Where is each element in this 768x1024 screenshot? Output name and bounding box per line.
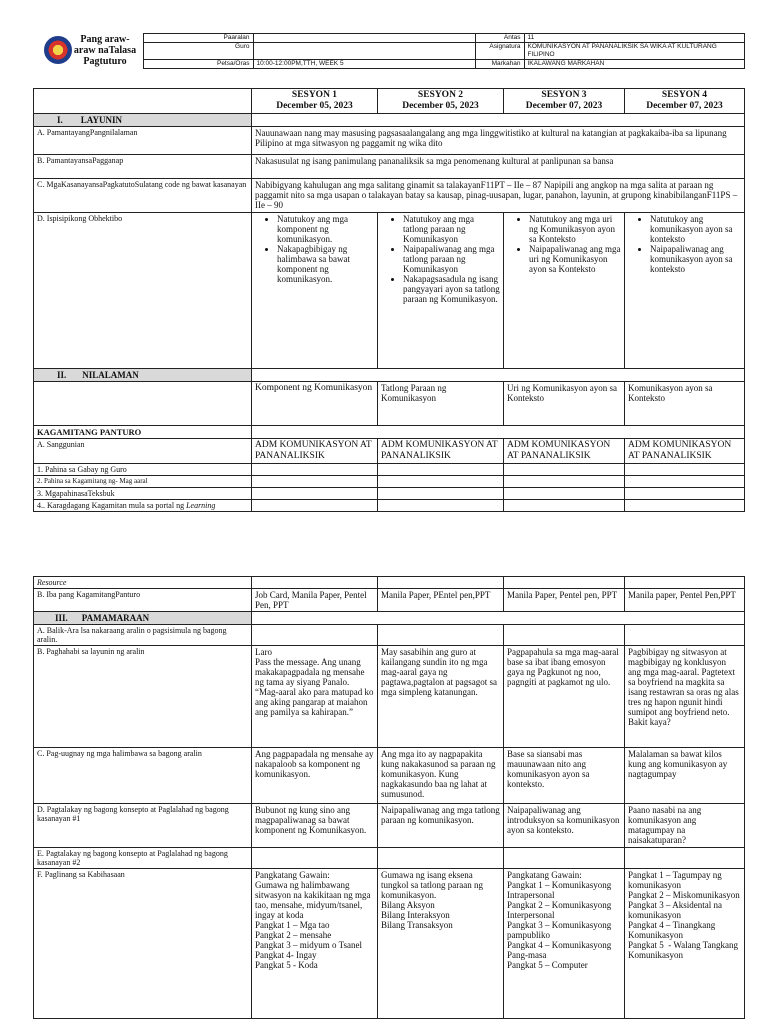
cell	[625, 464, 745, 476]
obhektibo-session-3	[504, 213, 625, 369]
pag-uugnay-session-2: Ang mga ito ay nagpapakita kung nakakasunod sa paraan ng komunikasyon. Kung nagkakasundo baa ng lahat at sumusunod.	[378, 748, 504, 804]
pag-uugnay-session-3: Base sa siansabi mas mauunawaan nito ang komunikasyon ayon sa konteksto.	[504, 748, 625, 804]
cell	[504, 488, 625, 500]
paaralan-value	[253, 34, 475, 43]
sanggunian-session-2: ADM KOMUNIKASYON AT PANANALIKSIK	[378, 439, 504, 464]
session-1-title: SESYON 1	[291, 90, 338, 100]
session-1-header	[252, 89, 378, 114]
cell	[252, 476, 378, 488]
cell	[504, 500, 625, 512]
session-3-header	[504, 89, 625, 114]
kagamitan-blank	[252, 426, 745, 439]
cell	[378, 488, 504, 500]
cell	[252, 848, 378, 869]
session-2-date: December 05, 2023	[402, 101, 479, 111]
obhektibo-session-1	[252, 213, 378, 369]
session-4-title: SESYON 4	[661, 90, 708, 100]
obhektibo-item: • Naipapaliwanag ang mga tatlong paraan ng Komunikasyon	[403, 244, 500, 274]
blank-corner	[34, 89, 252, 114]
cell	[252, 464, 378, 476]
obhektibo-item: • Natutukoy ang mga komponent ng komunikasyon.	[277, 214, 374, 244]
cell	[378, 848, 504, 869]
obhektibo-item: • Naipapaliwanag ang mga uri ng Komunikasyon ayon sa Konteksto	[529, 244, 621, 274]
layunin-title: LAYUNIN	[80, 115, 122, 125]
pagtalakay-1-session-1: Bubunot ng kung sino ang magpapaliwanag sa bawat komponent ng Komunikasyon.	[252, 804, 378, 848]
cell	[378, 625, 504, 646]
nilalaman-session-2: Tatlong Paraan ng Komunikasyon	[378, 382, 504, 426]
cell	[504, 625, 625, 646]
layunin-heading	[34, 114, 252, 127]
lesson-table-part2	[33, 576, 745, 1019]
paghahabi-session-2: May sasabihin ang guro at kailangang sundin ito ng mga mag-aaral gaya ng pagtawa,pagtalon at pagsagot sa mga simpleng katanungan.	[378, 646, 504, 748]
pamamaraan-num: III.	[55, 613, 68, 623]
layunin-blank	[252, 114, 745, 127]
session-3-title: SESYON 3	[541, 90, 587, 100]
pamantayan-sa-pagganap-label: B. PamantayansaPagganap	[34, 155, 252, 179]
obhektibo-item: • Naipapaliwanag ang komunikasyon ayon sa konteksto	[650, 244, 741, 274]
markahan-label: Markahan	[475, 60, 524, 69]
nilalaman-session-3: Uri ng Komunikasyon ayon sa Konteksto	[504, 382, 625, 426]
nilalaman-num: II.	[57, 370, 67, 380]
session-2-header	[378, 89, 504, 114]
markahan-value: IKALAWANG MARKAHAN	[524, 60, 744, 69]
title-cell	[33, 34, 143, 69]
session-1-date: December 05, 2023	[276, 101, 353, 111]
petsa-value: 10:00-12:00PM,TTH, WEEK 5	[253, 60, 475, 69]
obhektibo-item: • Natutukoy ang mga uri ng Komunikasyon ayon sa Konteksto	[529, 214, 621, 244]
guro-value	[253, 43, 475, 60]
pagtalakay-2-label: E. Pagtalakay ng bagong konsepto at Paglalahad ng bagong kasanayan #2	[34, 848, 252, 869]
cell	[252, 577, 378, 589]
cell	[625, 625, 745, 646]
kabihasaan-session-2: Gumawa ng isang eksena tungkol sa tatlong paraan ng komunikasyon. Bilang Aksyon Bilang Interaksyon Bilang Transaksyon	[378, 869, 504, 1019]
guro-label: Guro	[143, 43, 253, 60]
asignatura-label: Asignatura	[475, 43, 524, 60]
nilalaman-heading	[34, 369, 252, 382]
cell	[252, 500, 378, 512]
kabihasaan-session-4: Pangkat 1 – Tagumpay ng komunikasyon Pangkat 2 – Miskomunikasyon Pangkat 3 – Aksidental na komunikasyon Pangkat 4 – Tinangkang Komunikasyon Pangkat 5 - Walang Tangkang Komunikasyon	[625, 869, 745, 1019]
nilalaman-title: NILALAMAN	[82, 370, 139, 380]
pamantayang-pangnilalaman-value: Nauunawaan nang may masusing pagsasaalangalang ang mga linggwitistiko at kultural na katangian at pagkakaiba-iba sa lipunang Pilipino at mga sitwasyon ng paggamit ng wika dito	[252, 127, 745, 155]
session-2-title: SESYON 2	[417, 90, 464, 100]
nilalaman-session-1: Komponent ng Komunikasyon	[252, 382, 378, 426]
iba-pang-kagamitan-session-3: Manila Paper, Pentel pen, PPT	[504, 589, 625, 612]
kasanayan-label: C. MgaKasanayansaPagkatutoSulatang code ng bawat kasanayan	[34, 179, 252, 213]
pagtalakay-1-session-4: Paano nasabi na ang komunikasyon ang matagumpay na naisakatuparan?	[625, 804, 745, 848]
cell	[252, 488, 378, 500]
paghahabi-session-3: Pagpapahula sa mga mag-aaral base sa ibat ibang emosyon gaya ng Pagkunot ng noo, pagngiti at pagkamot ng ulo.	[504, 646, 625, 748]
nilalaman-session-4: Komunikasyon ayon sa Konteksto	[625, 382, 745, 426]
cell	[504, 848, 625, 869]
cell	[504, 464, 625, 476]
cell	[378, 464, 504, 476]
pamamaraan-heading	[34, 612, 252, 625]
resource-label: Resource	[34, 577, 252, 589]
antas-value: 11	[524, 34, 744, 43]
lesson-table-part1	[33, 88, 745, 512]
paghahabi-session-4: Pagbibigay ng sitwasyon at magbibigay ng konklusyon ang mga mag-aaral. Pagtetext sa boyfriend na magkita sa isang restawran sa oras ng alas tres ng hapon ngunit hindi sumipot ang boyfriend neto. Bakit kaya?	[625, 646, 745, 748]
cell	[625, 476, 745, 488]
sanggunian-session-3: ADM KOMUNIKASYON AT PANANALIKSIK	[504, 439, 625, 464]
pamantayang-pangnilalaman-label: A. PamantayangPangnilalaman	[34, 127, 252, 155]
obhektibo-item: • Natutukoy ang mga tatlong paraan ng Komunikasyon	[403, 214, 500, 244]
pagtalakay-1-session-3: Naipapaliwanag ang introduksyon sa komunikasyon ayon sa konteksto.	[504, 804, 625, 848]
kabihasaan-label: F. Paglinang sa Kabihasaan	[34, 869, 252, 1019]
nilalaman-blank	[252, 369, 745, 382]
petsa-label: Petsa/Oras	[143, 60, 253, 69]
cell	[252, 625, 378, 646]
layunin-num: I.	[57, 115, 63, 125]
paghahabi-session-1: Laro Pass the message. Ang unang makakapagpadala ng mensahe ng tama ay siyang Panalo. “Mag-aaral ako para matupad ko ang aking pangarap at maiahon ang pamilya sa kahirapan.”	[252, 646, 378, 748]
pamantayan-sa-pagganap-value: Nakasusulat ng isang panimulang pananaliksik sa mga penomenang kultural at panlipunan sa bansa	[252, 155, 745, 179]
obhektibo-item: • Nakapagsasadula ng isang pangyayari ayon sa tatlong paraan ng Komunikasyon.	[403, 274, 500, 304]
pamamaraan-blank	[252, 612, 745, 625]
cell	[625, 848, 745, 869]
kasanayan-value: Nabibigyang kahulugan ang mga salitang ginamit sa talakayanF11PT – IIe – 87 Napipili ang angkop na mga salita at paraan ng paggamit nito sa mga usapan o talakayan batay sa kausap, pinag-uusapan, lugar, panahon, layunin, at grupong kinabibilanganF11PS –IIe – 90	[252, 179, 745, 213]
obhektibo-label: D. Ispisipikong Obhektibo	[34, 213, 252, 369]
cell	[378, 476, 504, 488]
cell	[378, 577, 504, 589]
antas-label: Antas	[475, 34, 524, 43]
pag-uugnay-session-4: Malalaman sa bawat kilos kung ang komunikasyon ay nagtagumpay	[625, 748, 745, 804]
header-table	[33, 33, 745, 69]
iba-pang-kagamitan-label: B. Iba pang KagamitangPanturo	[34, 589, 252, 612]
session-4-date: December 07, 2023	[646, 101, 723, 111]
teksbuk-label: 3. MgapahinasaTeksbuk	[34, 488, 252, 500]
sanggunian-session-4: ADM KOMUNIKASYON AT PANANALIKSIK	[625, 439, 745, 464]
iba-pang-kagamitan-session-1: Job Card, Manila Paper, Pentel Pen, PPT	[252, 589, 378, 612]
cell	[504, 577, 625, 589]
asignatura-value: KOMUNIKASYON AT PANANALIKSIK SA WIKA AT KULTURANG FILIPINO	[524, 43, 744, 60]
portal-label-text: 4.. Karagdagang Kagamitan mula sa portal ng	[37, 501, 187, 510]
obhektibo-session-4	[625, 213, 745, 369]
obhektibo-item: • Natutukoy ang komunikasyon ayon sa konteksto	[650, 214, 741, 244]
portal-label	[34, 500, 252, 512]
iba-pang-kagamitan-session-4: Manila paper, Pentel Pen,PPT	[625, 589, 745, 612]
cell	[378, 500, 504, 512]
pamamaraan-title: PAMAMARAAN	[81, 613, 150, 623]
sanggunian-session-1: ADM KOMUNIKASYON AT PANANALIKSIK	[252, 439, 378, 464]
pag-uugnay-session-1: Ang pagpapadala ng mensahe ay nakapaloob sa komponent ng komunikasyon.	[252, 748, 378, 804]
iba-pang-kagamitan-session-2: Manila Paper, PEntel pen,PPT	[378, 589, 504, 612]
kabihasaan-session-1: Pangkatang Gawain: Gumawa ng halimbawang sitwasyon na kakikitaan ng mga tao, mensahe, midyum/tsanel, ingay at koda Pangkat 1 – Mga tao Pangkat 2 – mensahe Pangkat 3 – midyum o Tsanel Pangkat 4- Ingay Pangkat 5 - Koda	[252, 869, 378, 1019]
document-title: Pang araw-araw naTalasa Pagtuturo	[73, 34, 137, 67]
obhektibo-item: • Nakapagbibigay ng halimbawa sa bawat komponent ng komunikasyon.	[277, 244, 374, 284]
kagamitan-mag-aaral-label: 2. Pahina sa Kagamitang ng- Mag aaral	[34, 476, 252, 488]
kagamitan-heading: KAGAMITANG PANTURO	[34, 426, 252, 439]
kabihasaan-session-3: Pangkatang Gawain: Pangkat 1 – Komunikasyong Intrapersonal Pangkat 2 – Komunikasyong Interpersonal Pangkat 3 – Komunikasyong pampubliko Pangkat 4 – Komunikasyong Pang-masa Pangkat 5 – Computer	[504, 869, 625, 1019]
pagtalakay-1-session-2: Naipapaliwanag ang mga tatlong paraan ng komunikasyon.	[378, 804, 504, 848]
portal-label-italic: Learning	[186, 501, 216, 510]
balik-aral-label: A. Balik-Ara lsa nakaraang aralin o pagsisimula ng bagong aralin.	[34, 625, 252, 646]
sanggunian-label: A. Sanggunian	[34, 439, 252, 464]
cell	[504, 476, 625, 488]
session-4-header	[625, 89, 745, 114]
paghahabi-label: B. Paghahabi sa layunin ng aralin	[34, 646, 252, 748]
pag-uugnay-label: C. Pag-uugnay ng mga halimbawa sa bagong aralin	[34, 748, 252, 804]
nilalaman-label-blank	[34, 382, 252, 426]
paaralan-label: Paaralan	[143, 34, 253, 43]
obhektibo-session-2	[378, 213, 504, 369]
cell	[625, 488, 745, 500]
session-3-date: December 07, 2023	[525, 101, 603, 111]
cell	[625, 500, 745, 512]
gabay-guro-label: 1. Pahina sa Gabay ng Guro	[34, 464, 252, 476]
cell	[625, 577, 745, 589]
pagtalakay-1-label: D. Pagtalakay ng bagong konsepto at Paglalahad ng bagong kasanayan #1	[34, 804, 252, 848]
